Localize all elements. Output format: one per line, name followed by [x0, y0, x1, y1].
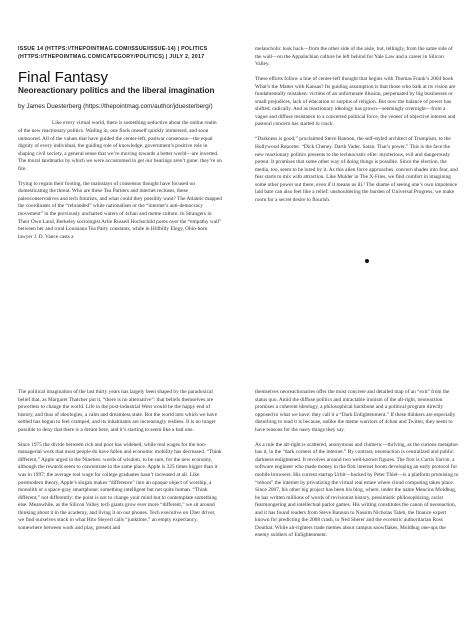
left-column	[18, 46, 222, 249]
page-two	[0, 316, 474, 632]
issue-category-date-line: ISSUE 14 (HTTPS://THEPOINTMAG.COM/ISSUE/ISSUE-14) | POLITICS (HTTPS://THEPOINTMAG.COM/CATEGORY/POLITICS) | JULY 2, 2017	[18, 46, 208, 60]
article-title: Final Fantasy	[18, 69, 109, 87]
body-paragraph: Like every virtual world, there is something seductive about the online realm of the new reactionary politics. Wading in, one finds oneself quickly immersed, and soon unmoored. All of the values that have guided the center-left, postwar consensus—the equal dignity of every individual, the guiding role of knowledge, government’s positive role in shaping civil society, a general sense that we’re moving towards a better world—are inverted. The moral landmarks by which we were accustomed to get our bearings aren’t gone: they’re on fire.	[18, 120, 222, 172]
section-break-dot	[365, 259, 369, 263]
author-byline: by James Duesterberg (https://thepointmag.com/author/jduesterberg/)	[18, 102, 213, 110]
body-paragraph: The political imagination of the last thirty years has largely been shaped by the paradoxical belief that, as Margaret Thatcher put it, “there is no alternative”: that beliefs themselves are powerless to change the world. Life in the post-industrial West would be the happy end of history, and thus of ideologies, a calm and dreamless state. But the world into which we have settled has begun to feel cramped, and its inhabitants are increasingly restless. It is no longer possible to deny that there is a dream here, and it’s starting to seem like a bad one.	[18, 389, 217, 433]
body-paragraph: As a rule the alt-right is scattered, anonymous and chimeric—thriving, as the curious metaphor has it, in the “dark corners of the internet.” By contrast, neoreaction is centralized and public: darkness enlightened. It revolves around two well-known figures. The first is Curtis Yarvin, a software engineer who made money in the first internet boom developing an early protocol for mobile browsers. His current startup Urbit—backed by Peter Thiel—is a platform promising to “reboot” the internet by privatizing the virtual real estate where cloud computing takes place. Since 2007, his other big project has been his blog, where, under the name Mencius Moldbug, he has written millions of words of revisionist history, pessimistic philosophizing, racist fearmongering and intellectual parlor games. His writing constitutes the canon of neoreaction, and it has found readers from Steve Bannon to Nassim Nicholas Taleb, the finance expert known for predicting the 2008 crash, to Ned Sherer and the eccentric authoritarian Ross Douthat. While alt-righters trade memes about campus snowflakes, Moldbug one-ups the enemy soldiers of Enlightenment.	[255, 441, 459, 539]
body-paragraph: melancholic look back—from the other side of the aisle, but, tellingly, from the same side of the wall—on the Appalachian culture he left behind for Yale Law and a career in Silicon Valley.	[255, 46, 453, 68]
body-paragraph: themselves neoreactionaries offer the most concrete and detailed map of an “exit” from the status quo. Amid the diffuse politics and intractable ironism of the alt-right, neoreaction promises a coherent ideology, a philosophical backbone and a political program directly opposed to what we have: they call it a “Dark Enlightenment.” If these thinkers are especially disturbing to read it is because, unlike the meme warriors of 4chan and Twitter, they seem to have reasons for the nasty things they say.	[255, 389, 456, 433]
right-column	[255, 389, 459, 547]
left-column	[18, 389, 222, 540]
body-paragraph: These efforts follow a line of center-left thought that begins with Thomas Frank’s 2004 book What’s the Matter with Kansas? Its guiding assumption is that those who balk at its vision are fundamentally mistaken: victims of an unfortunate illusion, perpetuated by big businesses or small prejudices, lack of education or surplus of religion. But now the balance of power has shifted, radically. And as reactionary ideology has grown—seemingly overnight—from a vague and diffuse resistance to a concerted political force, the veneer of objective interest and pastoral concern has started to crack.	[255, 76, 456, 128]
body-paragraph: Trying to regain their footing, the mainstays of consensus thought have focused on domesticating the threat. Who are these Tea Partiers and internet recluses, these paleoconservatives and tech futurists, and what could they possibly want? The Atlantic mapped the coordinates of the “rebranded” white nationalism or the “internet’s anti-democracy movement” in the previously uncharted waters of 4chan and meme culture. In Strangers in Their Own Land, Berkeley sociologist Arlie Russell Hochschild pores over the “empathy wall” between her and rural Louisiana Tea Party constants, while in Hillbilly Elegy, Ohio-born lawyer J. D. Vance casts a	[18, 180, 222, 240]
right-column	[255, 46, 459, 212]
body-paragraph: Since 1975 the divide between rich and poor has widened, while real wages for the non-managerial work that most people do have fallen and economic mobility has decreased. “Think different,” Apple urged in the Nineties: words of wisdom, to be sure, for the new economy, although the rewards seem to concentrate in the same place. Apple is 325 times bigger than it was in 1997; the average real wage for college graduates hasn’t increased at all. Like postmodern theory, Apple’s slogan makes “difference” into an opaque object of worship, a monolith or a space-gray smartphone: something intelligent but not quite human. “Think different,” not differently: the point is not to change your mind but to contemplate something else. Meanwhile, as the Silicon Valley tech giants grow ever more “different,” we sit around thinking about it in the academy, and living it on our phones. Tech executive on Uber driver, we find ourselves stuck in what Hito Steyerl calls “junktime,” an empty expectancy, somewhere between work and play, present and	[18, 441, 222, 531]
body-paragraph: “Darkness is good,” proclaimed Steve Bannon, the self-styled architect of Trumpism, to the Hollywood Reporter. “Dick Cheney. Darth Vader. Satan. That’s power.” This is the face the new reactionary politics presents to the technocratic elite: mysterious, evil and dangerously potent. It promises that some other way of doing things is possible. Since the election, the media, too, seem to be lured by it. As this alien force approaches, concern shades into fear, and fear starts to mix with attraction. Like Mulder in The X-Files, we find comfort in imagining some other power out there, even if it means us ill.¹ The shame of seeing one’s own impotence laid bare can also feel like a relief: unshouldering the burden of Universal Progress, we make room for a secret desire to flourish.	[255, 136, 458, 203]
article-subtitle: Neoreactionary politics and the liberal imagination	[18, 86, 215, 96]
